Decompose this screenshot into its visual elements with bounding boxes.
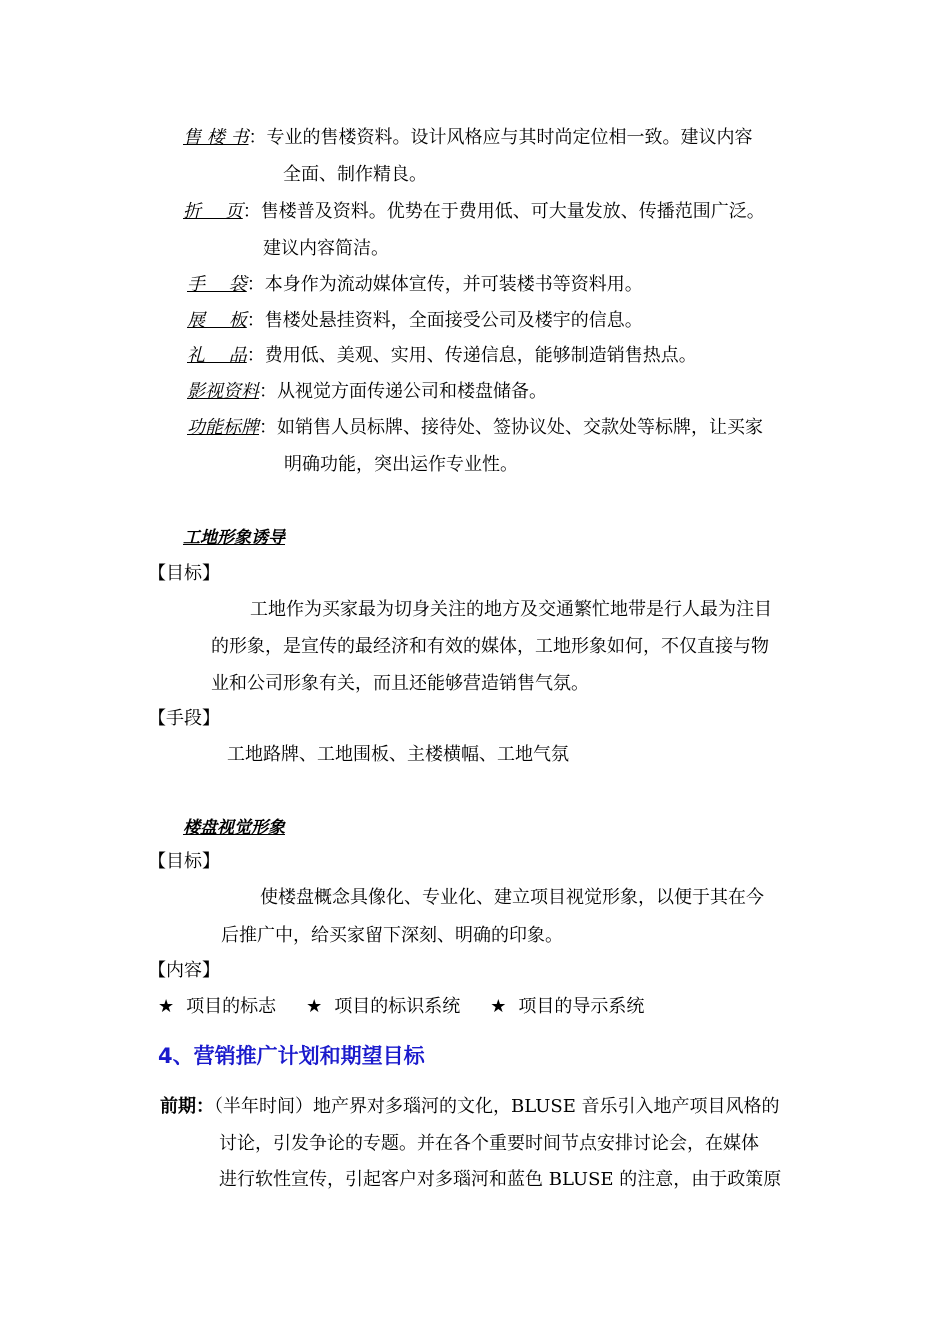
item-term: 展 板 (187, 310, 247, 331)
paragraph-line: 讨论，引发争论的专题。并在各个重要时间节点安排讨论会，在媒体 (219, 1133, 759, 1154)
item-text: 专业的售楼资料。设计风格应与其时尚定位相一致。建议内容 (266, 127, 753, 148)
phase-line (160, 1095, 780, 1119)
means-label: 【手段】 (148, 708, 220, 729)
item-text: 售楼处悬挂资料，全面接受公司及楼宇的信息。 (264, 310, 643, 331)
item-text: 本身作为流动媒体宣传，并可装楼书等资料用。 (264, 274, 643, 295)
item-text: 如销售人员标牌、接待处、签协议处、交款处等标牌，让买家 (277, 417, 763, 438)
section-heading-site: 工地形象诱导 (183, 528, 285, 548)
paragraph-line: 后推广中，给买家留下深刻、明确的印象。 (221, 925, 563, 946)
item-term: 影视资料 (187, 381, 259, 402)
goal-label: 【目标】 (148, 563, 220, 584)
item-term: 售 楼 书 (183, 127, 249, 148)
item-term: 手 袋 (187, 274, 247, 295)
phase-label: 前期： (160, 1096, 214, 1117)
item-continuation: 建议内容简洁。 (263, 238, 389, 259)
star-icon: ★ (490, 996, 507, 1017)
content-label: 【内容】 (148, 960, 220, 981)
paragraph-line: 的形象，是宣传的最经济和有效的媒体，工地形象如何，不仅直接与物 (211, 636, 769, 657)
item-shoudai: 手 袋：本身作为流动媒体宣传，并可装楼书等资料用。 (187, 274, 643, 295)
content-item: 项目的导示系统 (518, 996, 645, 1017)
star-icon: ★ (158, 996, 175, 1017)
item-text: 售楼普及资料。优势在于费用低、可大量发放、传播范围广泛。 (260, 201, 765, 222)
content-item: 项目的标志 (186, 996, 277, 1017)
item-zhanban: 展 板：售楼处悬挂资料，全面接受公司及楼宇的信息。 (187, 310, 643, 331)
item-continuation: 全面、制作精良。 (283, 164, 427, 185)
item-shoulou-shu: 售 楼 书：专业的售楼资料。设计风格应与其时尚定位相一致。建议内容 (183, 127, 753, 148)
paragraph-line: （半年时间）地产界对多瑙河的文化，BLUSE 音乐引入地产项目风格的 (214, 1096, 780, 1117)
item-text: 费用低、美观、实用、传递信息，能够制造销售热点。 (264, 345, 697, 366)
item-gongneng-biaopai: 功能标牌：如销售人员标牌、接待处、签协议处、交款处等标牌，让买家 (187, 417, 763, 438)
goal-label: 【目标】 (148, 851, 220, 872)
item-yingshi-ziliao: 影视资料：从视觉方面传递公司和楼盘储备。 (187, 381, 547, 402)
item-term: 功能标牌 (187, 417, 259, 438)
paragraph-line: 进行软性宣传，引起客户对多瑙河和蓝色 BLUSE 的注意，由于政策原 (219, 1169, 782, 1190)
item-continuation: 明确功能，突出运作专业性。 (284, 454, 518, 475)
item-text: 从视觉方面传递公司和楼盘储备。 (277, 381, 547, 402)
item-lipin: 礼 品：费用低、美观、实用、传递信息，能够制造销售热点。 (187, 345, 697, 366)
item-term: 礼 品 (187, 345, 247, 366)
item-term: 折 页 (183, 201, 243, 222)
means-text: 工地路牌、工地围板、主楼横幅、工地气氛 (227, 744, 569, 765)
star-icon: ★ (306, 996, 323, 1017)
section-heading-visual: 楼盘视觉形象 (183, 818, 285, 838)
paragraph-line: 业和公司形象有关，而且还能够营造销售气氛。 (211, 673, 589, 694)
section-title-plan: 4、营销推广计划和期望目标 (158, 1044, 425, 1068)
item-zheye: 折 页：售楼普及资料。优势在于费用低、可大量发放、传播范围广泛。 (183, 201, 765, 222)
paragraph-line: 工地作为买家最为切身关注的地方及交通繁忙地带是行人最为注目 (250, 599, 772, 620)
content-item: 项目的标识系统 (334, 996, 461, 1017)
paragraph-line: 使楼盘概念具像化、专业化、建立项目视觉形象，以便于其在今 (260, 887, 764, 908)
content-items (158, 995, 644, 1019)
